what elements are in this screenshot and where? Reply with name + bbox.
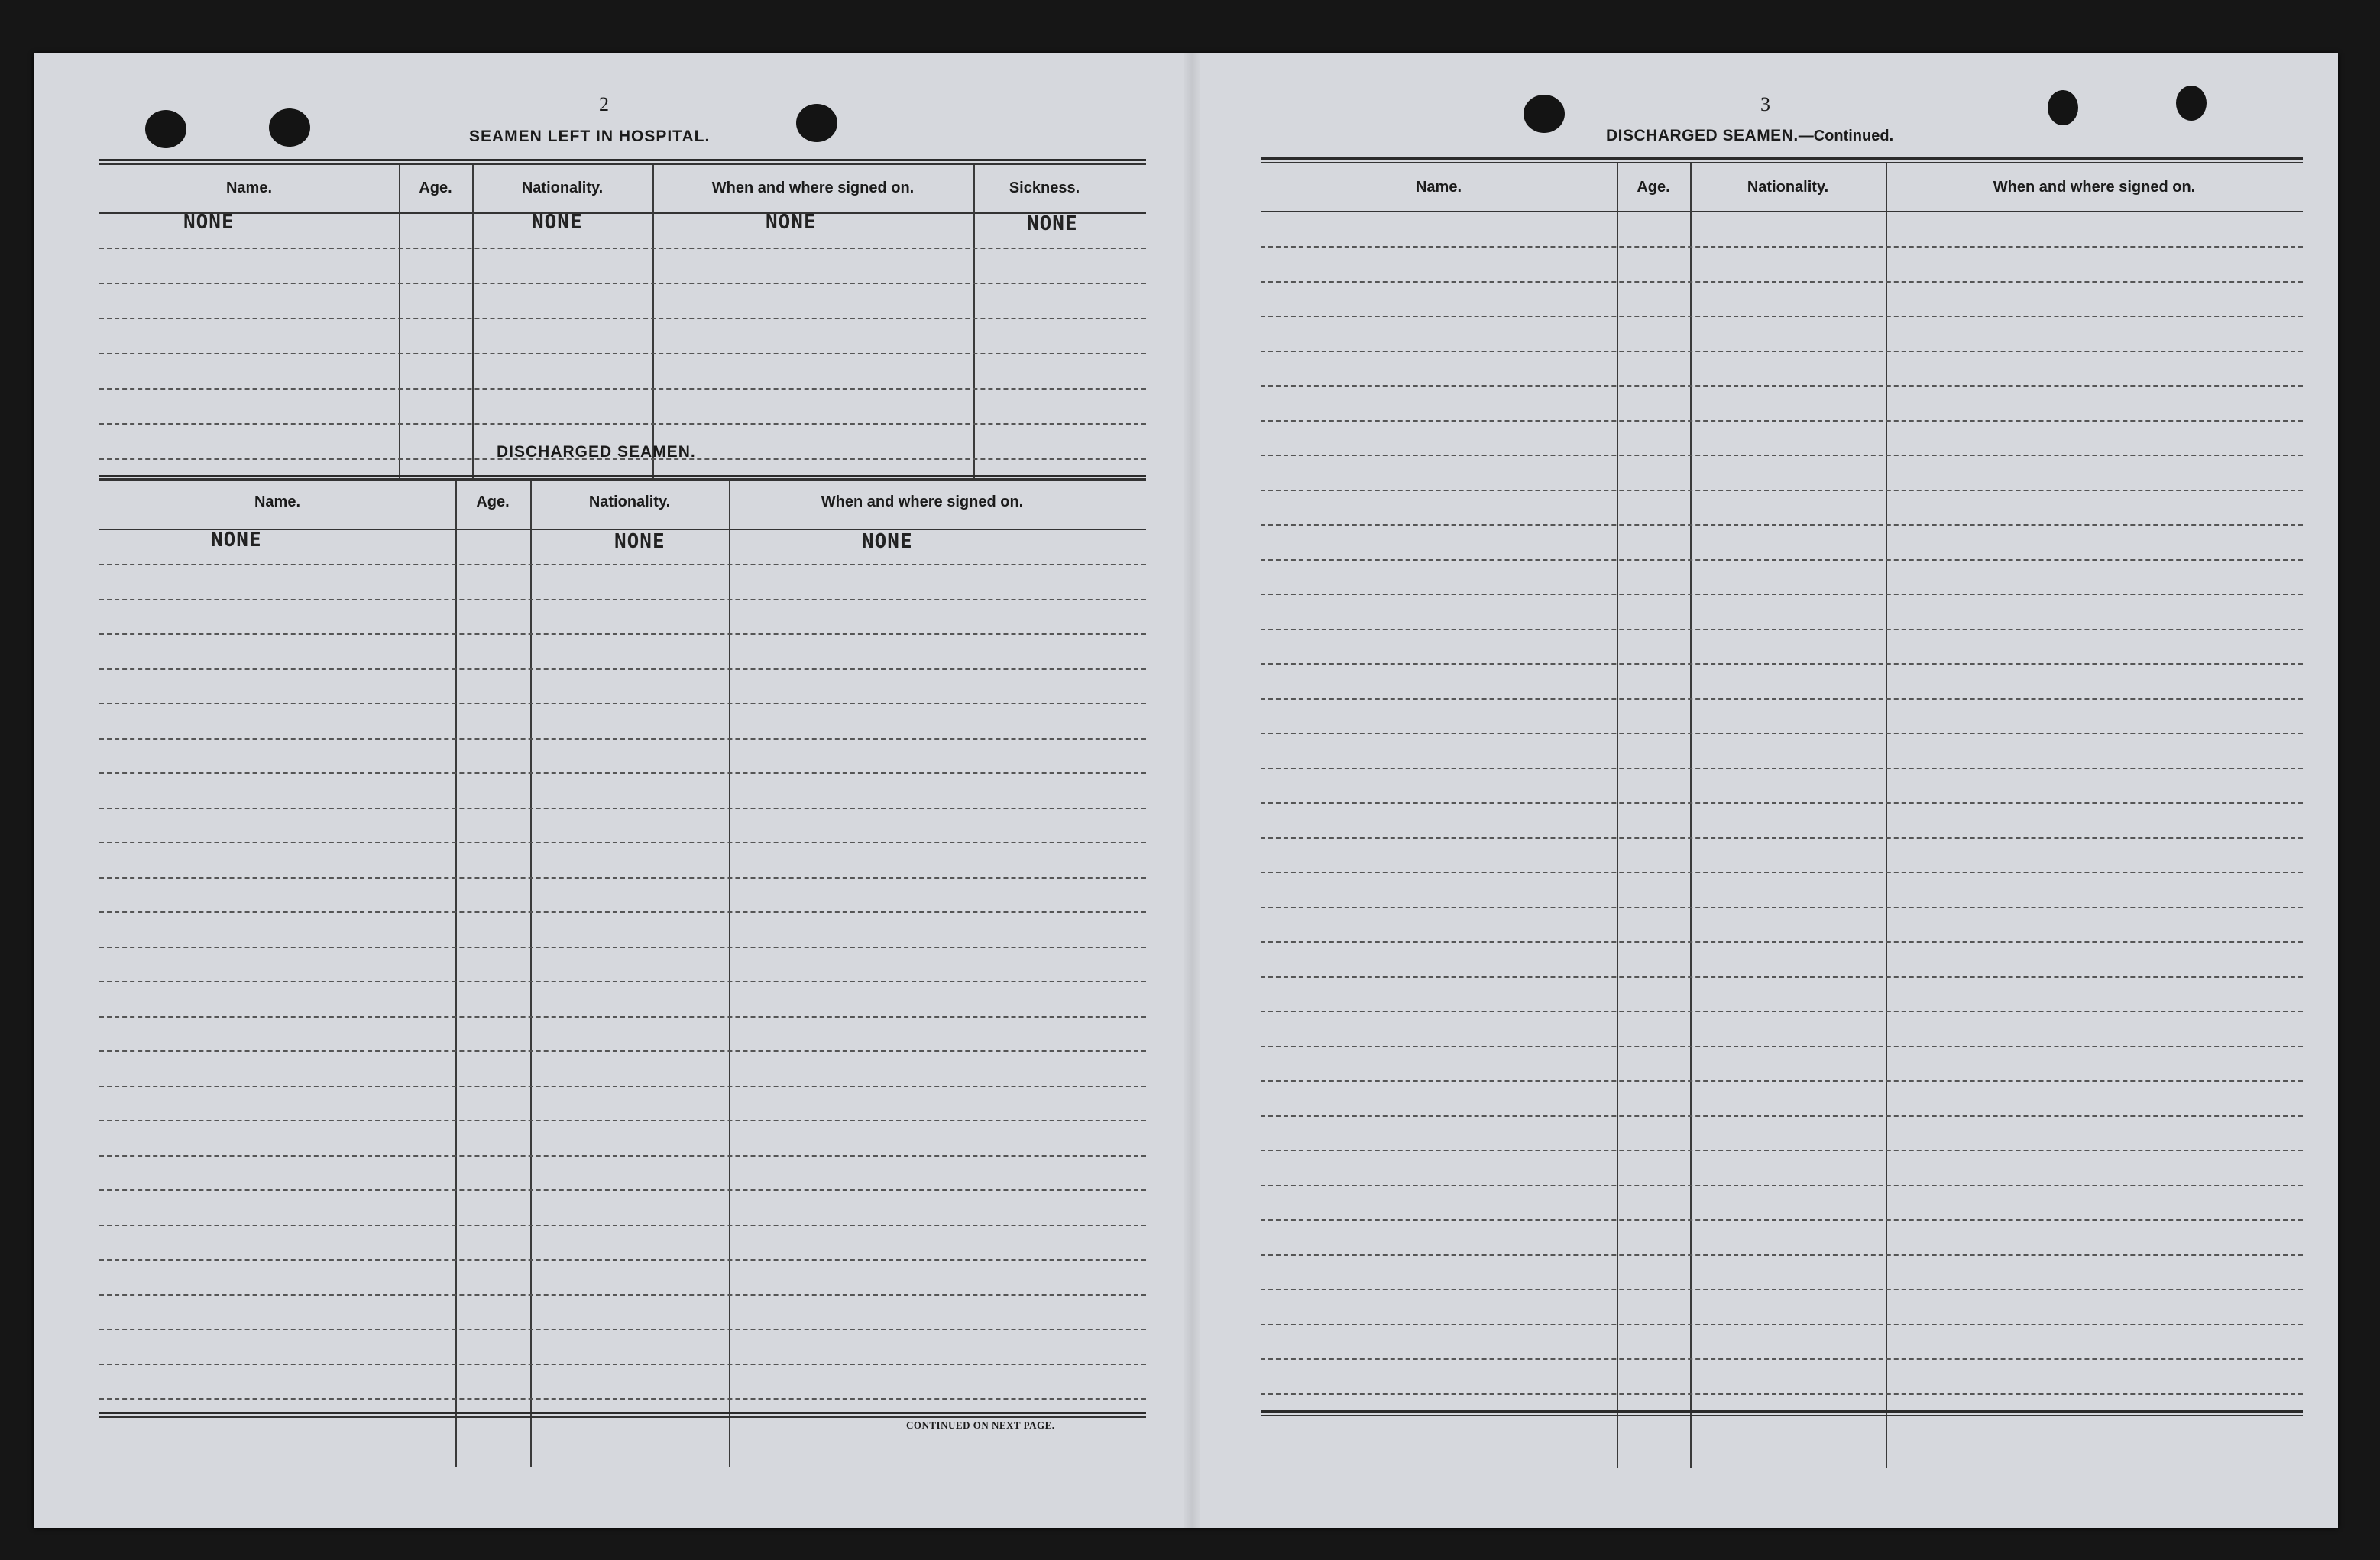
- right-row-line: [1261, 1358, 2303, 1360]
- right-row-line: [1261, 872, 2303, 873]
- page-fold: [1184, 53, 1200, 1528]
- discharged-row-line: [99, 911, 1146, 913]
- discharged-row-line: [99, 1050, 1146, 1052]
- discharged-row-line: [99, 1016, 1146, 1018]
- right-header-rule: [1261, 211, 2303, 212]
- hospital-top-rule: [99, 159, 1146, 161]
- discharged-col-divider-3: [729, 481, 730, 1467]
- right-row-line: [1261, 733, 2303, 734]
- hospital-section-title: SEAMEN LEFT IN HOSPITAL.: [469, 128, 711, 145]
- hospital-header-signed-on: When and where signed on.: [711, 180, 915, 196]
- discharged-col-divider-1: [455, 481, 457, 1467]
- discharged-row-line: [99, 633, 1146, 635]
- discharged-signed-on-value: NONE: [862, 530, 913, 553]
- right-row-line: [1261, 1219, 2303, 1221]
- right-row-line: [1261, 1289, 2303, 1290]
- discharged-row-line: [99, 947, 1146, 948]
- hospital-nationality-value: NONE: [532, 211, 583, 234]
- right-section-title: [1606, 127, 1893, 145]
- hospital-col-divider-1: [399, 165, 400, 478]
- discharged-row-line: [99, 599, 1146, 600]
- discharged-row-line: [99, 842, 1146, 843]
- right-col-divider-3: [1886, 163, 1887, 1468]
- punch-hole-5: [2048, 90, 2078, 125]
- discharged-row-line: [99, 808, 1146, 809]
- right-row-line: [1261, 1011, 2303, 1012]
- right-row-line: [1261, 385, 2303, 387]
- hospital-row-line: [99, 283, 1146, 284]
- discharged-section-title: DISCHARGED SEAMEN.: [497, 443, 696, 461]
- discharged-bottom-rule: [99, 1412, 1146, 1414]
- discharged-row-line: [99, 1329, 1146, 1330]
- right-row-line: [1261, 316, 2303, 317]
- discharged-row-line: [99, 1155, 1146, 1157]
- discharged-row-line: [99, 1259, 1146, 1261]
- right-row-line: [1261, 1393, 2303, 1395]
- right-title-main: DISCHARGED SEAMEN.: [1606, 127, 1799, 144]
- right-row-line: [1261, 351, 2303, 352]
- discharged-header-nationality: Nationality.: [588, 494, 671, 510]
- right-row-line: [1261, 559, 2303, 561]
- right-row-line: [1261, 837, 2303, 839]
- hospital-name-value: NONE: [183, 211, 235, 234]
- right-header-name: Name.: [1415, 179, 1462, 196]
- discharged-header-age: Age.: [476, 494, 510, 510]
- right-row-line: [1261, 663, 2303, 665]
- hospital-row-line: [99, 318, 1146, 319]
- discharged-row-line: [99, 772, 1146, 774]
- right-bottom-rule: [1261, 1410, 2303, 1413]
- discharged-bottom-rule-2: [99, 1416, 1146, 1418]
- right-row-line: [1261, 1185, 2303, 1186]
- right-row-line: [1261, 1080, 2303, 1082]
- hospital-header-sickness: Sickness.: [1009, 180, 1080, 196]
- discharged-row-line: [99, 703, 1146, 704]
- right-col-divider-2: [1690, 163, 1692, 1468]
- hospital-row-line: [99, 353, 1146, 354]
- discharged-top-rule-2: [99, 480, 1146, 481]
- right-header-age: Age.: [1637, 179, 1670, 196]
- right-title-suffix: —Continued.: [1798, 128, 1894, 144]
- right-row-line: [1261, 1046, 2303, 1047]
- right-row-line: [1261, 420, 2303, 422]
- right-col-divider-1: [1617, 163, 1618, 1468]
- hospital-col-divider-2: [472, 165, 474, 478]
- right-top-rule-2: [1261, 162, 2303, 163]
- right-row-line: [1261, 941, 2303, 943]
- right-top-rule: [1261, 157, 2303, 160]
- right-row-line: [1261, 455, 2303, 456]
- hospital-col-divider-3: [652, 165, 654, 478]
- hospital-header-age: Age.: [419, 180, 452, 196]
- left-page-number: 2: [599, 93, 609, 115]
- discharged-col-divider-2: [530, 481, 532, 1467]
- right-row-line: [1261, 802, 2303, 804]
- discharged-name-value: NONE: [211, 529, 262, 552]
- right-row-line: [1261, 281, 2303, 283]
- discharged-row-line: [99, 1294, 1146, 1296]
- discharged-row-line: [99, 1189, 1146, 1191]
- discharged-row-line: [99, 877, 1146, 879]
- right-bottom-rule-2: [1261, 1415, 2303, 1416]
- discharged-row-line: [99, 1086, 1146, 1087]
- punch-hole-1: [145, 110, 186, 148]
- discharged-row-line: [99, 981, 1146, 982]
- discharged-header-name: Name.: [254, 494, 301, 510]
- right-row-line: [1261, 698, 2303, 700]
- hospital-row-line: [99, 423, 1146, 425]
- hospital-header-rule: [99, 212, 1146, 214]
- discharged-row-line: [99, 738, 1146, 740]
- right-header-signed-on: When and where signed on.: [1993, 179, 2196, 196]
- right-row-line: [1261, 246, 2303, 248]
- right-row-line: [1261, 629, 2303, 630]
- discharged-row-line: [99, 668, 1146, 670]
- discharged-row-line: [99, 1398, 1146, 1400]
- right-row-line: [1261, 907, 2303, 908]
- punch-hole-2: [269, 108, 310, 147]
- right-page-number: 3: [1760, 93, 1770, 115]
- hospital-header-name: Name.: [225, 180, 273, 196]
- discharged-row-line: [99, 1225, 1146, 1226]
- right-row-line: [1261, 1115, 2303, 1117]
- discharged-top-rule: [99, 475, 1146, 477]
- continued-footer: CONTINUED ON NEXT PAGE.: [906, 1419, 1055, 1431]
- right-row-line: [1261, 768, 2303, 769]
- discharged-nationality-value: NONE: [614, 530, 665, 553]
- punch-hole-6: [2176, 86, 2207, 121]
- document-sheet: [34, 53, 2338, 1528]
- discharged-row-line: [99, 1120, 1146, 1121]
- hospital-sickness-value: NONE: [1027, 212, 1078, 235]
- hospital-row-line: [99, 388, 1146, 390]
- right-row-line: [1261, 1254, 2303, 1256]
- right-row-line: [1261, 594, 2303, 595]
- right-header-nationality: Nationality.: [1747, 179, 1829, 196]
- discharged-row-line: [99, 1364, 1146, 1365]
- right-row-line: [1261, 1324, 2303, 1325]
- right-row-line: [1261, 490, 2303, 491]
- punch-hole-3: [796, 104, 837, 142]
- hospital-signed-on-value: NONE: [766, 211, 817, 234]
- discharged-header-signed-on: When and where signed on.: [821, 494, 1024, 510]
- hospital-header-nationality: Nationality.: [521, 180, 604, 196]
- right-row-line: [1261, 976, 2303, 978]
- hospital-top-rule-2: [99, 163, 1146, 165]
- hospital-col-divider-4: [973, 165, 975, 478]
- right-row-line: [1261, 524, 2303, 526]
- discharged-row-line: [99, 564, 1146, 565]
- right-row-line: [1261, 1150, 2303, 1151]
- punch-hole-4: [1524, 95, 1565, 133]
- hospital-row-line: [99, 248, 1146, 249]
